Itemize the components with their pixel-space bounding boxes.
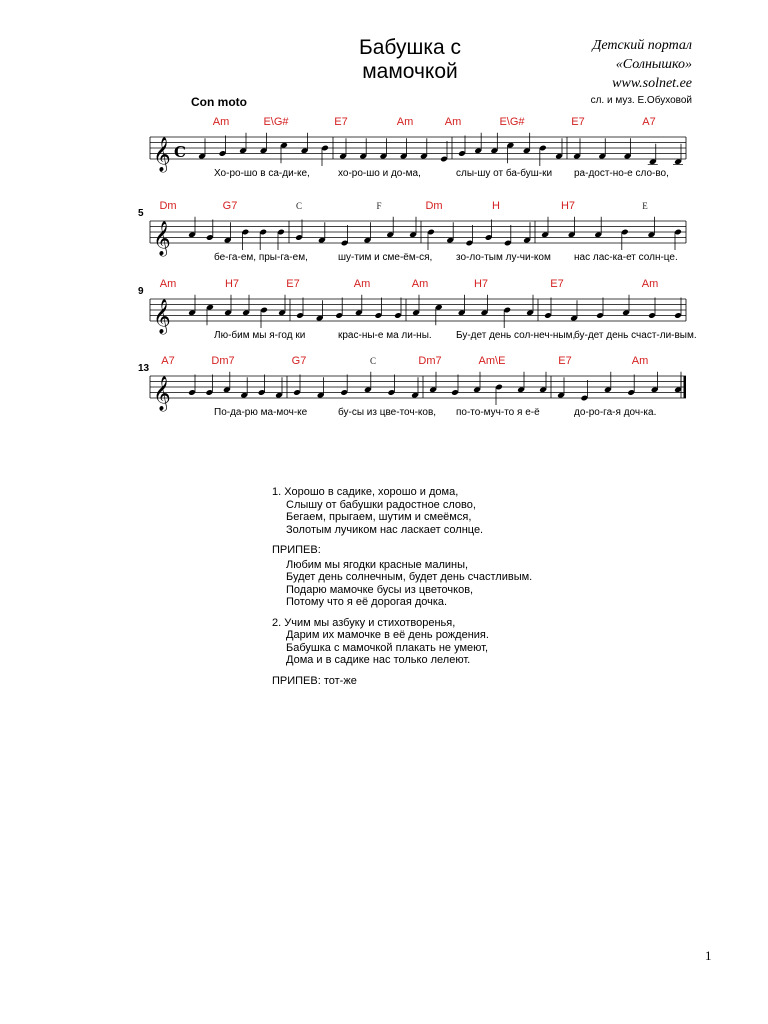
lyric-syllables: зо-ло-тым лу-чи-ком bbox=[456, 252, 551, 263]
lyric-syllables: По-да-рю ма-моч-ке bbox=[214, 407, 308, 418]
chord-symbol: E\G# bbox=[499, 116, 525, 128]
treble-clef-icon: 𝄞 bbox=[153, 137, 171, 172]
chord-symbol: Dm7 bbox=[418, 355, 442, 367]
lyric-syllables: бе-га-ем, пры-га-ем, bbox=[214, 252, 308, 263]
portal-name: Детский портал bbox=[592, 38, 692, 53]
chord-symbol: E7 bbox=[286, 278, 300, 290]
chord-symbol: E bbox=[642, 201, 648, 211]
lyric-line: Дома и в садике нас только лелеют. bbox=[286, 654, 471, 666]
chord-symbol: Am bbox=[396, 116, 414, 128]
lyric-syllables: крас-ны-е ма ли-ны. bbox=[338, 330, 432, 341]
page-number: 1 bbox=[705, 948, 712, 963]
chord-symbol: E7 bbox=[571, 116, 585, 128]
song-title-line: мамочкой bbox=[362, 60, 458, 83]
chord-symbol: E7 bbox=[550, 278, 564, 290]
chorus-heading: ПРИПЕВ: bbox=[272, 544, 321, 556]
lyric-syllables: до-ро-га-я доч-ка. bbox=[574, 407, 657, 418]
lyric-syllables: бу-дет день счаст-ли-вым. bbox=[574, 330, 697, 341]
lyric-syllables: хо-ро-шо и до-ма, bbox=[338, 168, 421, 179]
lyric-line: Золотым лучиком нас ласкает солнце. bbox=[286, 523, 484, 536]
verse-1 bbox=[272, 486, 602, 536]
time-signature-icon: C bbox=[174, 143, 186, 161]
treble-clef-icon: 𝄞 bbox=[153, 299, 171, 334]
lyric-syllables: Бу-дет день сол-неч-ным, bbox=[456, 330, 576, 341]
lyric-syllables: нас лас-ка-ет солн-це. bbox=[574, 252, 678, 263]
chord-symbol: H7 bbox=[224, 278, 240, 290]
chord-symbol: Am bbox=[212, 116, 230, 128]
lyric-line: Будет день солнечным, будет день счастливым. bbox=[286, 571, 533, 583]
chord-symbol: C bbox=[295, 201, 303, 211]
lyrics-block bbox=[272, 486, 602, 689]
chord-symbol: F bbox=[376, 201, 382, 211]
lyric-line: Слышу от бабушки радостное слово, bbox=[286, 498, 476, 511]
verse-2 bbox=[272, 617, 602, 667]
treble-clef-icon: 𝄞 bbox=[153, 376, 171, 411]
lyric-syllables: бу-сы из цве-точ-ков, bbox=[338, 407, 437, 418]
chord-symbol: Am bbox=[631, 355, 649, 367]
lyric-syllables: по-то-муч-то я е-ё bbox=[456, 407, 540, 418]
chord-symbol: G7 bbox=[291, 355, 307, 367]
chord-symbol: Dm bbox=[425, 200, 443, 212]
portal-brand: «Солнышко» bbox=[615, 57, 692, 72]
chord-symbol: G7 bbox=[222, 200, 238, 212]
measure-number: 13 bbox=[138, 363, 150, 374]
chord-symbol: Am bbox=[641, 278, 659, 290]
chord-symbol: E7 bbox=[558, 355, 572, 367]
lyric-syllables: Лю-бим мы я-год ки bbox=[214, 330, 306, 341]
chorus-repeat-note: ПРИПЕВ: тот-же bbox=[272, 674, 357, 687]
chord-symbol: A7 bbox=[642, 116, 656, 128]
chord-symbol: Am\E bbox=[478, 355, 506, 367]
author-credit: сл. и муз. Е.Обуховой bbox=[590, 95, 692, 106]
chord-symbol: H bbox=[492, 200, 500, 212]
chord-symbol: Am bbox=[353, 278, 371, 290]
lyric-line: Любим мы ягодки красные малины, bbox=[286, 558, 469, 571]
chord-symbol: C bbox=[369, 356, 377, 366]
verse-number: 2. bbox=[272, 616, 282, 629]
measure-number: 5 bbox=[138, 208, 144, 219]
portal-url: www.solnet.ee bbox=[612, 76, 692, 91]
lyric-syllables: слы-шу от ба-буш-ки bbox=[456, 168, 553, 179]
final-barline bbox=[684, 376, 687, 398]
lyric-line: Подарю мамочке бусы из цветочков, bbox=[286, 583, 474, 596]
chord-symbol: E\G# bbox=[263, 116, 289, 128]
chord-symbol: E7 bbox=[334, 116, 348, 128]
lyric-syllables: Хо-ро-шо в са-ди-ке, bbox=[214, 168, 310, 179]
chord-symbol: Am bbox=[444, 116, 462, 128]
lyric-line: 2. Учим мы азбуку и стихотворенья, bbox=[272, 616, 456, 629]
chord-symbol: H7 bbox=[560, 200, 576, 212]
lyric-line: 1. Хорошо в садике, хорошо и дома, bbox=[272, 486, 459, 498]
sheet-music-score bbox=[0, 0, 768, 440]
lyric-line: Бабушка с мамочкой плакать не умеют, bbox=[286, 641, 489, 654]
lyric-syllables: шу-тим и сме-ём-ся, bbox=[338, 252, 433, 263]
treble-clef-icon: 𝄞 bbox=[153, 221, 171, 256]
tempo-marking: Con moto bbox=[191, 95, 247, 109]
chord-symbol: Am bbox=[411, 278, 429, 290]
song-title-line: Бабушка с bbox=[358, 36, 462, 59]
chord-symbol: Dm bbox=[159, 200, 177, 212]
lyric-line: Потому что я её дорогая дочка. bbox=[286, 596, 448, 608]
verse-number: 1. bbox=[272, 486, 282, 498]
chorus bbox=[272, 559, 602, 609]
chord-symbol: H7 bbox=[473, 278, 489, 290]
measure-number: 9 bbox=[138, 286, 144, 297]
chord-symbol: A7 bbox=[161, 355, 175, 367]
lyric-line: Дарим их мамочке в её день рождения. bbox=[286, 629, 489, 641]
lyric-syllables: ра-дост-но-е сло-во, bbox=[574, 168, 669, 179]
chord-symbol: Am bbox=[159, 278, 177, 290]
chord-symbol: Dm7 bbox=[211, 355, 235, 367]
lyric-line: Бегаем, прыгаем, шутим и смеёмся, bbox=[286, 511, 472, 523]
